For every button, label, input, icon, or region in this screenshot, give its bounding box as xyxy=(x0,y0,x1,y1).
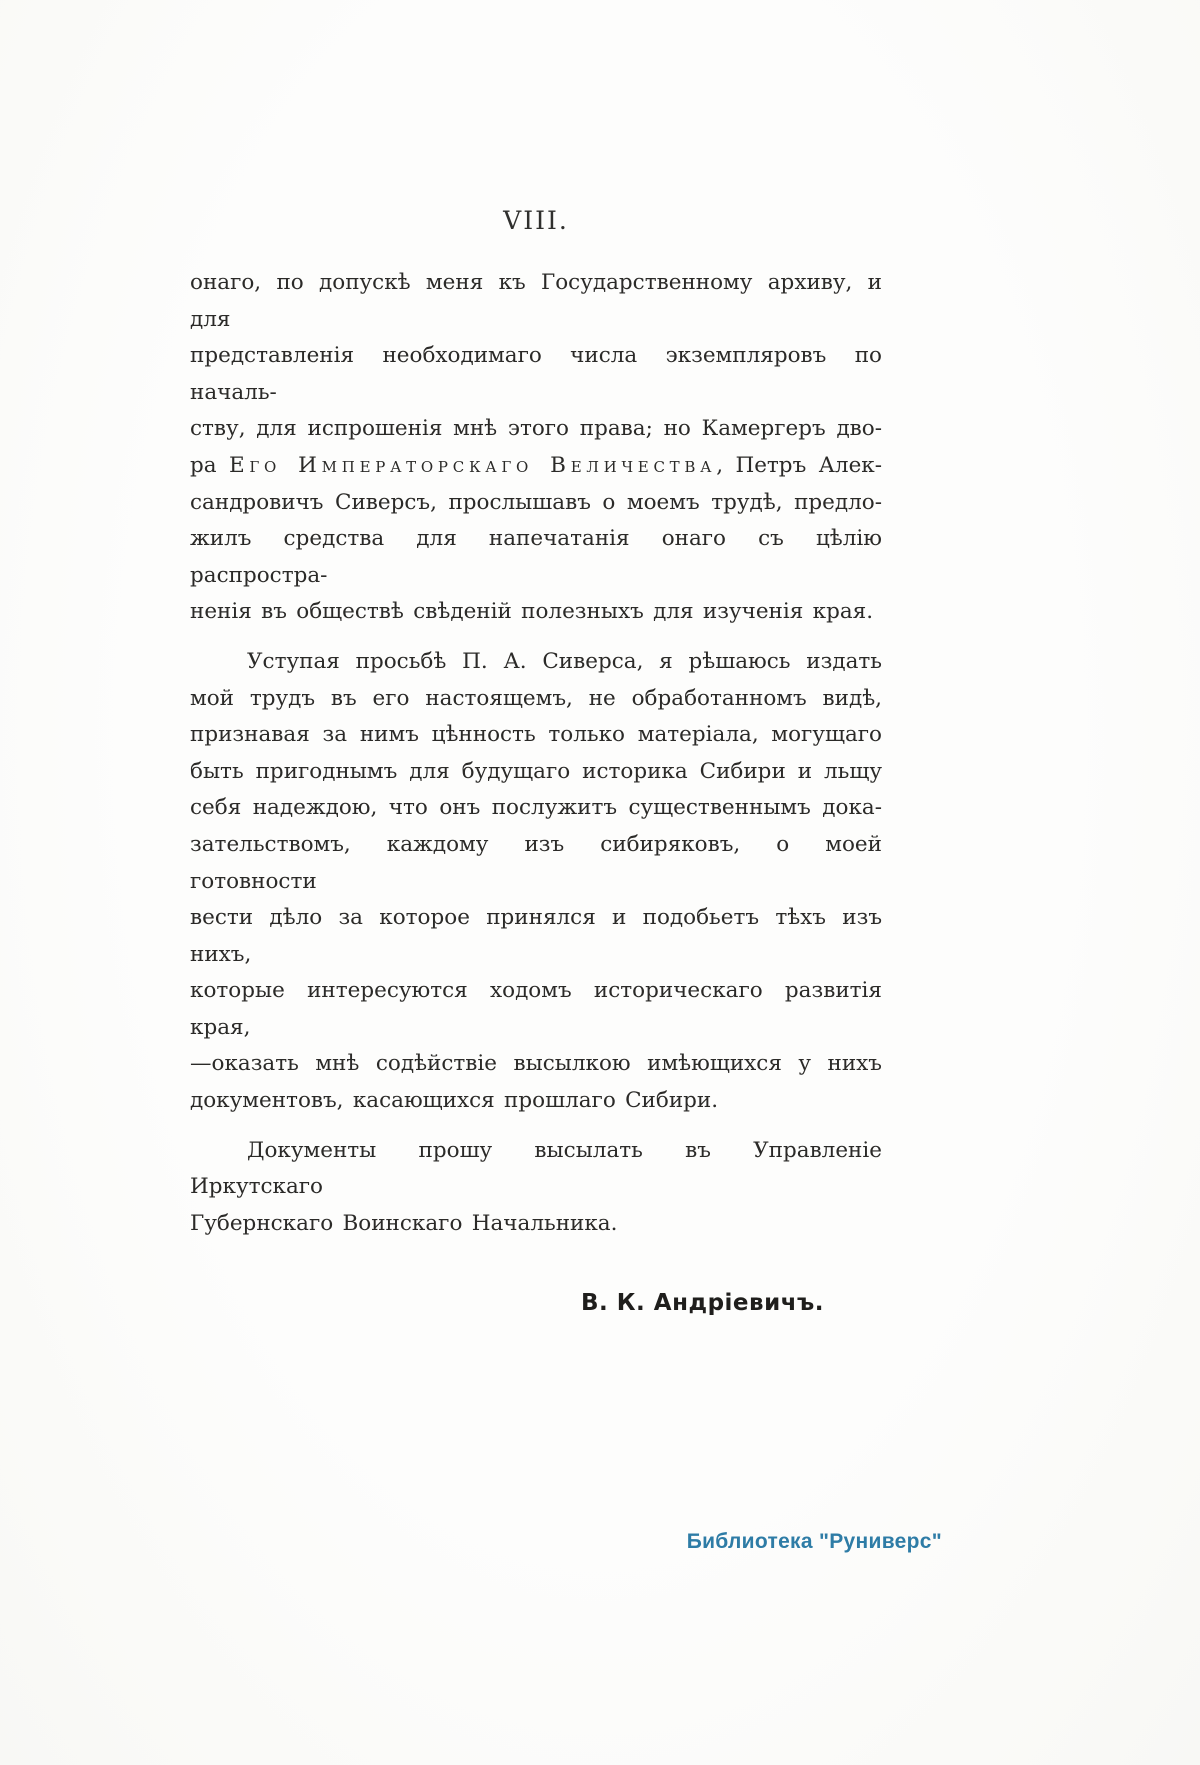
text-line: жилъ средства для напечатанія онаго съ цѣлію распростра- xyxy=(190,526,882,588)
text-line: мой трудъ въ его настоящемъ, не обработанномъ видѣ, xyxy=(190,685,882,711)
text-line: зательствомъ, каждому изъ сибиряковъ, о моей готовности xyxy=(190,831,882,894)
text-line: которые интересуются ходомъ историческаго развитія края, xyxy=(190,978,882,1040)
text-line: сандровичъ Сиверсъ, прослышавъ о моемъ трудѣ, предло- xyxy=(190,489,882,515)
text-line: Документы прошу высылать въ Управленіе Иркутскаго xyxy=(190,1137,882,1200)
imperial-title-smallcaps: Его Императорскаго Величества xyxy=(228,452,717,478)
text-line: быть пригоднымъ для будущаго историка Сибири и льщу xyxy=(190,758,882,784)
paragraph xyxy=(190,1133,882,1243)
signature: В. К. Андріевичъ. xyxy=(580,1290,824,1317)
page-number: VIII. xyxy=(503,206,569,235)
library-watermark: Библиотека "Руниверс" xyxy=(686,1530,942,1553)
text-line: —оказать мнѣ содѣйствіе высылкою имѣющихся у нихъ xyxy=(190,1051,882,1077)
text-line: онаго, по допускѣ меня къ Государственному архиву, и для xyxy=(190,270,882,332)
text-line: представленія необходимаго числа экземпляровъ по началь- xyxy=(190,343,882,405)
text-segment: , Петръ Алек- xyxy=(716,452,882,478)
paragraph xyxy=(190,265,882,631)
text-line: Уступая просьбѣ П. А. Сиверса, я рѣшаюсь издать xyxy=(247,648,882,674)
text-line: признавая за нимъ цѣнность только матеріала, могущаго xyxy=(190,722,882,748)
text-line: Губернскаго Воинскаго Начальника. xyxy=(190,1210,618,1236)
body-text xyxy=(190,265,882,1242)
text-line: ненія въ обществѣ свѣденій полезныхъ для изученія края. xyxy=(190,599,874,625)
text-block xyxy=(190,206,882,1316)
text-line xyxy=(190,448,882,485)
text-line: ству, для испрошенія мнѣ этого права; но Камергеръ дво- xyxy=(190,416,882,442)
text-line: вести дѣло за которое принялся и подобьетъ тѣхъ изъ нихъ, xyxy=(190,905,882,967)
text-segment: ра xyxy=(190,452,229,478)
paragraph xyxy=(190,644,882,1120)
text-line: себя надеждою, что онъ послужитъ существеннымъ дока- xyxy=(190,795,882,821)
text-line: документовъ, касающихся прошлаго Сибири. xyxy=(190,1088,719,1114)
